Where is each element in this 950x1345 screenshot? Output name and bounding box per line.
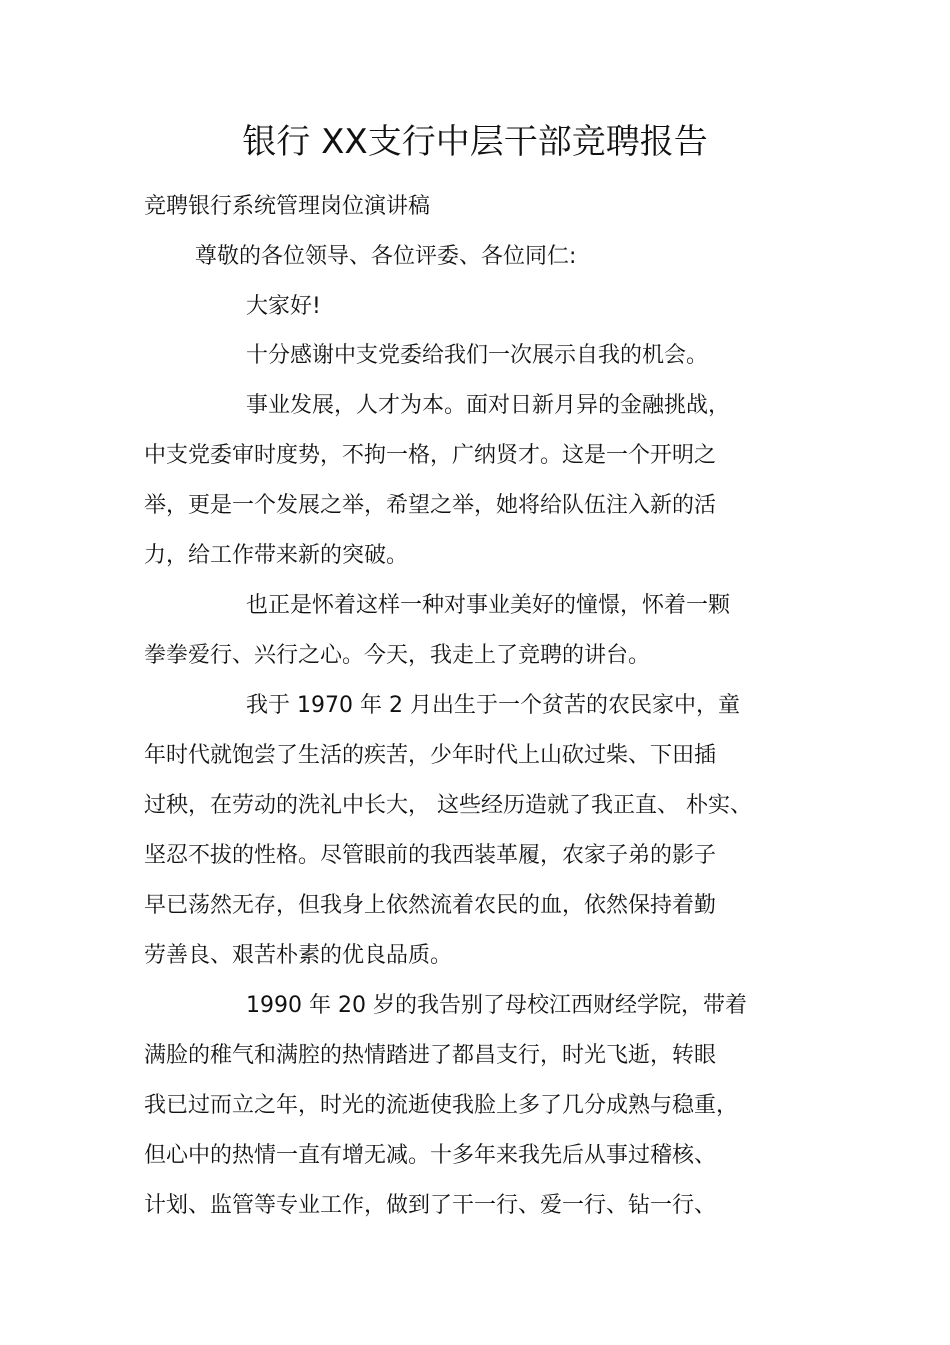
paragraph-line: 事业发展，人才为本。面对日新月异的金融挑战， <box>246 393 731 418</box>
paragraph-line: 1990 年 20 岁的我告别了母校江西财经学院，带着 <box>246 993 747 1018</box>
paragraph-line: 我于 1970 年 2 月出生于一个贫苦的农民家中，童 <box>246 693 740 718</box>
paragraph-line: 举，更是一个发展之举，希望之举，她将给队伍注入新的活 <box>144 493 717 518</box>
greeting: 大家好! <box>246 294 321 319</box>
paragraph-line: 我已过而立之年，时光的流逝使我脸上多了几分成熟与稳重， <box>144 1093 739 1118</box>
paragraph-line: 力，给工作带来新的突破。 <box>144 543 409 568</box>
paragraph-line: 坚忍不拔的性格。尽管眼前的我西装革履，农家子弟的影子 <box>144 843 717 868</box>
paragraph-line: 也正是怀着这样一种对事业美好的憧憬，怀着一颗 <box>246 593 731 618</box>
paragraph-line: 十分感谢中支党委给我们一次展示自我的机会。 <box>246 343 709 368</box>
paragraph-line: 年时代就饱尝了生活的疾苦，少年时代上山砍过柴、下田插 <box>144 743 717 768</box>
paragraph-line: 中支党委审时度势，不拘一格，广纳贤才。这是一个开明之 <box>144 443 717 468</box>
salutation: 尊敬的各位领导、各位评委、各位同仁: <box>195 244 577 269</box>
paragraph-line: 计划、监管等专业工作，做到了干一行、爱一行、钻一行、 <box>144 1193 717 1218</box>
document-title: 银行 XX支行中层干部竞聘报告 <box>242 122 708 162</box>
paragraph-line: 过秧，在劳动的洗礼中长大， 这些经历造就了我正直、 朴实、 <box>144 793 752 818</box>
paragraph-line: 满脸的稚气和满腔的热情踏进了都昌支行，时光飞逝，转眼 <box>144 1043 717 1068</box>
paragraph-line: 早已荡然无存，但我身上依然流着农民的血，依然保持着勤 <box>144 893 717 918</box>
document-subtitle: 竞聘银行系统管理岗位演讲稿 <box>144 194 431 219</box>
paragraph-line: 但心中的热情一直有增无减。十多年来我先后从事过稽核、 <box>144 1143 717 1168</box>
paragraph-line: 拳拳爱行、兴行之心。今天，我走上了竞聘的讲台。 <box>144 643 651 668</box>
paragraph-line: 劳善良、艰苦朴素的优良品质。 <box>144 943 453 968</box>
